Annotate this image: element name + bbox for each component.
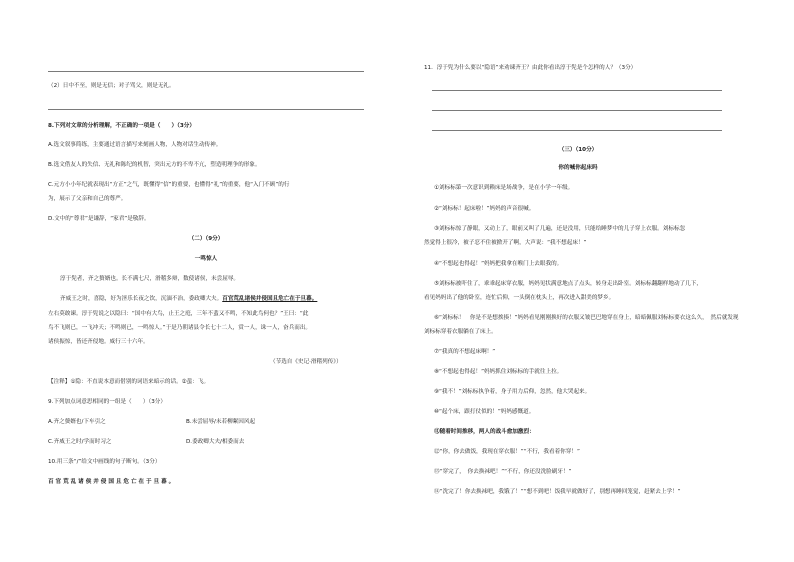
q10-sentence: 百 官 荒 乱 诸 侯 并 侵 国 且 危 亡 在 于 旦 暮 。 [48, 479, 175, 485]
answer-line [432, 90, 722, 91]
passage-paragraph [434, 206, 534, 213]
q8-option-d: D.文中的“尊君”是谦辞，“家君”是敬辞。 [48, 216, 150, 222]
q9-option-d: D.委政卿大夫/相委而去 [186, 439, 245, 445]
section-3-header: （三）（10分） [558, 147, 598, 153]
passage-paragraph: 看见妈妈出了他的卧室，连忙后仰，一头倒在枕头上，再次进入甜美的梦乡。 [424, 295, 615, 301]
passage-text: 齐威王之时，喜隐，好为淫乐长夜之饮，沉湎不治，委政卿大夫。 [60, 296, 223, 302]
answer-line [432, 130, 722, 131]
passage-paragraph: 淳于髡者，齐之赘婿也。长不满七尺，滑稽多辩，数使诸侯，未尝屈辱。 [60, 276, 240, 282]
underlined-sentence: 百官荒乱诸侯并侵国且危亡在于旦暮。 [222, 296, 318, 302]
q8-option-c: C.元方小小年纪就表现出“方正”之气，既懂得“信”的重要，也懂得“礼”的重要，他“入门不顾”的行 [48, 182, 290, 188]
q8-option-b: B.选文借友人的失信、无礼和陈纪的机智，突出元方的不卑不亢，塑造明理争的形象。 [48, 162, 261, 168]
q10-stem: 10.用三条“/”给文中画线的句子断句。（3分） [48, 459, 161, 465]
passage-paragraph: ⑦“我真的不想起床啊！” [434, 349, 496, 355]
passage-paragraph: 诸侯振惊，皆还齐侵地。威行三十六年。 [48, 339, 149, 345]
section-2-title: 一鸣惊人 [194, 256, 218, 262]
passage-paragraph [60, 296, 317, 303]
passage-paragraph: 刘标标穿着衣服躺在了床上。 [424, 329, 497, 335]
q9-option-c: C.齐威王之时/学而时习之 [48, 439, 112, 445]
q9-option-a: A.齐之赘婿也/下车引之 [48, 419, 106, 425]
passage-paragraph: ⑨“我不！”刘标标执争着，身子用力后仰，忽然，他大哭起来。 [434, 389, 591, 395]
passage-paragraph: 然觉得上很冷，被子忍不住被掀开了啊，大声说：“我不想起床！” [424, 240, 587, 246]
passage-paragraph: ⑭“洗完了！你去换袜吧，我饿了！”“想不到吧！饭我早就做好了，别想再睡回笼觉，赶紧去上学！” [434, 489, 681, 495]
passage-paragraph: ⑫“你，你去做饭，我现在穿衣服！”“不行，我看着你穿！” [434, 449, 580, 455]
passage-paragraph: ⑧“不想起也得起！”妈妈抓住刘标标的手就往上拉。 [434, 369, 563, 375]
answer-line [48, 71, 364, 72]
q7-item-2: （2）日中不至，则是无信；对子骂父，则是无礼。 [48, 83, 175, 89]
section-2-header: （二）（9分） [188, 236, 224, 242]
q9-stem: 9.下列加点词意思相同的一组是（ ）（3分） [48, 399, 166, 405]
passage-paragraph: ③刘标标惊了静眼，又动上了，眼前又叫了几遍，还是没用，只能给睡梦中的儿子穿上衣服。刘标标忽 [434, 226, 686, 232]
passage-paragraph: ⑬“穿完了， 你去换袜吧！”“不行，你还没洗脸刷牙！” [434, 469, 572, 475]
passage-paragraph: ⑪随着时间推移，两人的战斗愈加激烈： [434, 429, 535, 435]
passage-text: ②“刘标标！起床啦！”妈妈的声音很喊。 [434, 206, 535, 212]
passage-paragraph: ①刘标标第一次意识到赖床是场战争，是在小学一年级。 [434, 185, 574, 191]
q8-stem: 8.下列对文章的分析理解，不正确的一项是（ ）（3分） [48, 123, 195, 129]
answer-line [48, 109, 364, 110]
passage-paragraph: ⑤刘标标被吓住了，乖乖起床穿衣服，妈妈见状满意地点了点头，转身走出卧室。刘标标翻翻样地动了几下， [434, 281, 702, 287]
q11-stem: 11．淳于髡为什么要以“隐语”来劝谏齐王？由此你看出淳于髡是个怎样的人？（3分） [424, 65, 637, 71]
q8-option-a: A.选文叙事简练，主要通过语言描写来刻画人物，人物对话生动传神。 [48, 142, 222, 148]
passage-paragraph: ④“不想起也得起！”妈妈把我拿在喉门上去眼我的。 [434, 261, 563, 267]
section-3-title: 你的喊你起床吗 [558, 165, 598, 171]
passage-paragraph: ⑥“刘标标！ 你是不是想挨揍！”妈妈看见刚刚换好的衣服又皱巴巴地穿在身上，暗暗佩服刘标标要衣这么久， 然后就发现 [434, 315, 739, 321]
passage-paragraph: 鸟不飞则已，一飞冲天；不鸣则已，一鸣惊人。”于是乃朝诸县令长七十二人，赏一人，诛一人，奋兵而出。 [48, 325, 312, 331]
q8-option-c-cont: 为，展示了父亲和自己的尊严。 [48, 196, 127, 202]
answer-line [432, 110, 722, 111]
passage-paragraph: 左右莫敢谏。淳于髡说之以隐曰：“国中有大鸟，止王之庭，三年不蜚又不鸣，不知此鸟何也？”王曰：“此 [48, 311, 309, 317]
passage-note: 【注释】①隐：不直说本意而借别的词语来暗示的话。②蜚：飞。 [48, 379, 210, 385]
passage-paragraph: ⑩“起个床，跟打仗似的！”妈妈感慨道。 [434, 409, 535, 415]
q9-option-b: B.未尝屈辱/未若柳絮因风起 [186, 419, 256, 425]
passage-source: （节选自《史记·滑稽列传》） [270, 359, 342, 365]
